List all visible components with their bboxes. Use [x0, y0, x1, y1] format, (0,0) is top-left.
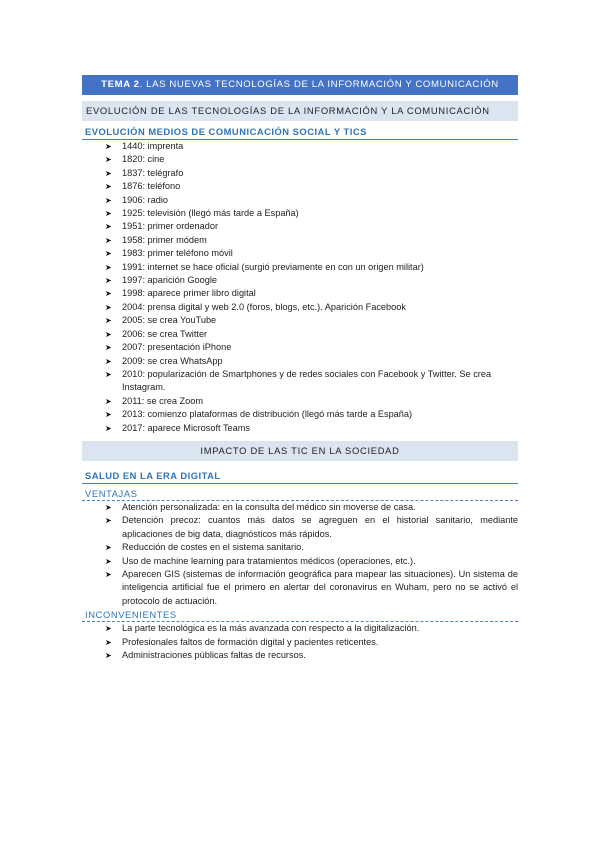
list-item-text: 2010: popularización de Smartphones y de redes sociales con Facebook y Twitter. Se crea Instagram.	[122, 368, 492, 393]
list-item-text: La parte tecnológica es la más avanzada con respecto a la digitalización.	[122, 623, 420, 634]
list-item	[82, 395, 518, 408]
arrow-bullet-icon: ➤	[105, 316, 112, 326]
arrow-bullet-icon: ➤	[105, 195, 112, 205]
arrow-bullet-icon: ➤	[105, 410, 112, 420]
list-item	[82, 287, 518, 300]
list-item-text: 2011: se crea Zoom	[122, 395, 204, 406]
arrow-bullet-icon: ➤	[105, 637, 112, 647]
list-item	[82, 167, 518, 180]
list-item-text: Atención personalizada: en la consulta del médico sin moverse de casa.	[122, 501, 416, 512]
list-item-text: 1983: primer teléfono móvil	[122, 248, 233, 259]
list-item	[82, 140, 518, 153]
arrow-bullet-icon: ➤	[105, 502, 112, 512]
list-item	[82, 555, 518, 568]
list-item	[82, 355, 518, 368]
list-item	[82, 220, 518, 233]
list-item-text: Administraciones públicas faltas de recursos.	[122, 650, 306, 660]
subheading-ventajas: VENTAJAS	[82, 487, 518, 501]
section-impacto-bar: IMPACTO DE LAS TIC EN LA SOCIEDAD	[82, 441, 518, 461]
list-item	[82, 501, 518, 514]
list-item-text: 1998: aparece primer libro digital	[122, 288, 256, 299]
heading-salud: SALUD EN LA ERA DIGITAL	[82, 469, 518, 484]
arrow-bullet-icon: ➤	[105, 235, 112, 245]
arrow-bullet-icon: ➤	[105, 249, 112, 259]
arrow-bullet-icon: ➤	[105, 543, 112, 553]
arrow-bullet-icon: ➤	[105, 155, 112, 165]
list-item-text: 1440: imprenta	[122, 141, 184, 151]
arrow-bullet-icon: ➤	[105, 276, 112, 286]
list-item	[82, 314, 518, 327]
list-item	[82, 328, 518, 341]
arrow-bullet-icon: ➤	[105, 209, 112, 219]
arrow-bullet-icon: ➤	[105, 516, 112, 526]
list-item	[82, 274, 518, 287]
arrow-bullet-icon: ➤	[105, 302, 112, 312]
list-item	[82, 180, 518, 193]
arrow-bullet-icon: ➤	[105, 651, 112, 660]
list-item-text: 2005: se crea YouTube	[122, 315, 217, 326]
list-item-text: Uso de machine learning para tratamientos médicos (operaciones, etc.).	[122, 555, 416, 566]
arrow-bullet-icon: ➤	[105, 289, 112, 299]
list-item	[82, 207, 518, 220]
arrow-bullet-icon: ➤	[105, 356, 112, 366]
arrow-bullet-icon: ➤	[105, 262, 112, 272]
list-item-text: 1820: cine	[122, 154, 165, 165]
list-item-text: 2004: prensa digital y web 2.0 (foros, blogs, etc.). Aparición Facebook	[122, 301, 406, 312]
list-item	[82, 636, 518, 649]
subheading-inconvenientes: INCONVENIENTES	[82, 608, 518, 622]
list-item-text: 1876: teléfono	[122, 181, 181, 192]
list-item-text: 2007: presentación iPhone	[122, 342, 232, 353]
list-item-text: 2017: aparece Microsoft Teams	[122, 422, 251, 433]
list-item	[82, 514, 518, 541]
list-item	[82, 649, 518, 662]
list-item-text: Reducción de costes en el sistema sanitario.	[122, 542, 304, 553]
arrow-bullet-icon: ➤	[105, 369, 112, 379]
list-item	[82, 301, 518, 314]
arrow-bullet-icon: ➤	[105, 343, 112, 353]
list-item-text: 2013: comienzo plataformas de distribución (llegó más tarde a España)	[122, 409, 413, 420]
list-item-text: 1991: internet se hace oficial (surgió previamente en con un origen militar)	[122, 261, 424, 272]
list-item	[82, 568, 518, 608]
document-title	[82, 75, 518, 95]
list-item-text: 1958: primer módem	[122, 234, 207, 245]
inconvenientes-list	[82, 622, 518, 662]
list-item	[82, 247, 518, 260]
list-item	[82, 153, 518, 166]
list-item-text: 1997: aparición Google	[122, 275, 218, 286]
list-item-text: 1837: telégrafo	[122, 167, 184, 178]
list-item	[82, 408, 518, 421]
list-item-text: Aparecen GIS (sistemas de información geográfica para mapear las situaciones). Un sistema de inteligencia artificial fue el primero en alertar del coronavirus en Wuham, pero no se activó el protocolo de actuación.	[122, 568, 518, 606]
list-item-text: 1925: televisión (llegó más tarde a España)	[122, 208, 299, 219]
title-prefix: TEMA 2	[101, 79, 140, 90]
arrow-bullet-icon: ➤	[105, 569, 112, 579]
list-item-text: 1951: primer ordenador	[122, 221, 219, 232]
list-item	[82, 541, 518, 554]
arrow-bullet-icon: ➤	[105, 142, 112, 151]
list-item	[82, 341, 518, 354]
list-item	[82, 261, 518, 274]
list-item-text: 2009: se crea WhatsApp	[122, 355, 223, 366]
arrow-bullet-icon: ➤	[105, 329, 112, 339]
list-item	[82, 234, 518, 247]
arrow-bullet-icon: ➤	[105, 624, 112, 634]
arrow-bullet-icon: ➤	[105, 168, 112, 178]
list-item	[82, 194, 518, 207]
list-item-text: 1906: radio	[122, 194, 168, 205]
section-evolucion-bar: EVOLUCIÓN DE LAS TECNOLOGÍAS DE LA INFORMACIÓN Y LA COMUNICACIÓN	[82, 101, 518, 121]
list-item-text: Profesionales faltos de formación digital y pacientes reticentes.	[122, 636, 379, 647]
arrow-bullet-icon: ➤	[105, 423, 112, 433]
timeline-list	[82, 140, 518, 435]
list-item	[82, 622, 518, 635]
document-page	[82, 75, 518, 662]
arrow-bullet-icon: ➤	[105, 182, 112, 192]
list-item	[82, 368, 518, 395]
heading-evolucion-medios: EVOLUCIÓN MEDIOS DE COMUNICACIÓN SOCIAL Y TICS	[82, 125, 518, 140]
arrow-bullet-icon: ➤	[105, 556, 112, 566]
list-item	[82, 422, 518, 435]
arrow-bullet-icon: ➤	[105, 396, 112, 406]
list-item-text: Detención precoz: cuantos más datos se agreguen en el historial sanitario, mediante aplicaciones de big data, diagnósticos más rápidos.	[122, 515, 518, 539]
ventajas-list	[82, 501, 518, 608]
list-item-text: 2006: se crea Twitter	[122, 328, 208, 339]
title-text: . LAS NUEVAS TECNOLOGÍAS DE LA INFORMACIÓN Y COMUNICACIÓN	[139, 79, 499, 90]
arrow-bullet-icon: ➤	[105, 222, 112, 232]
